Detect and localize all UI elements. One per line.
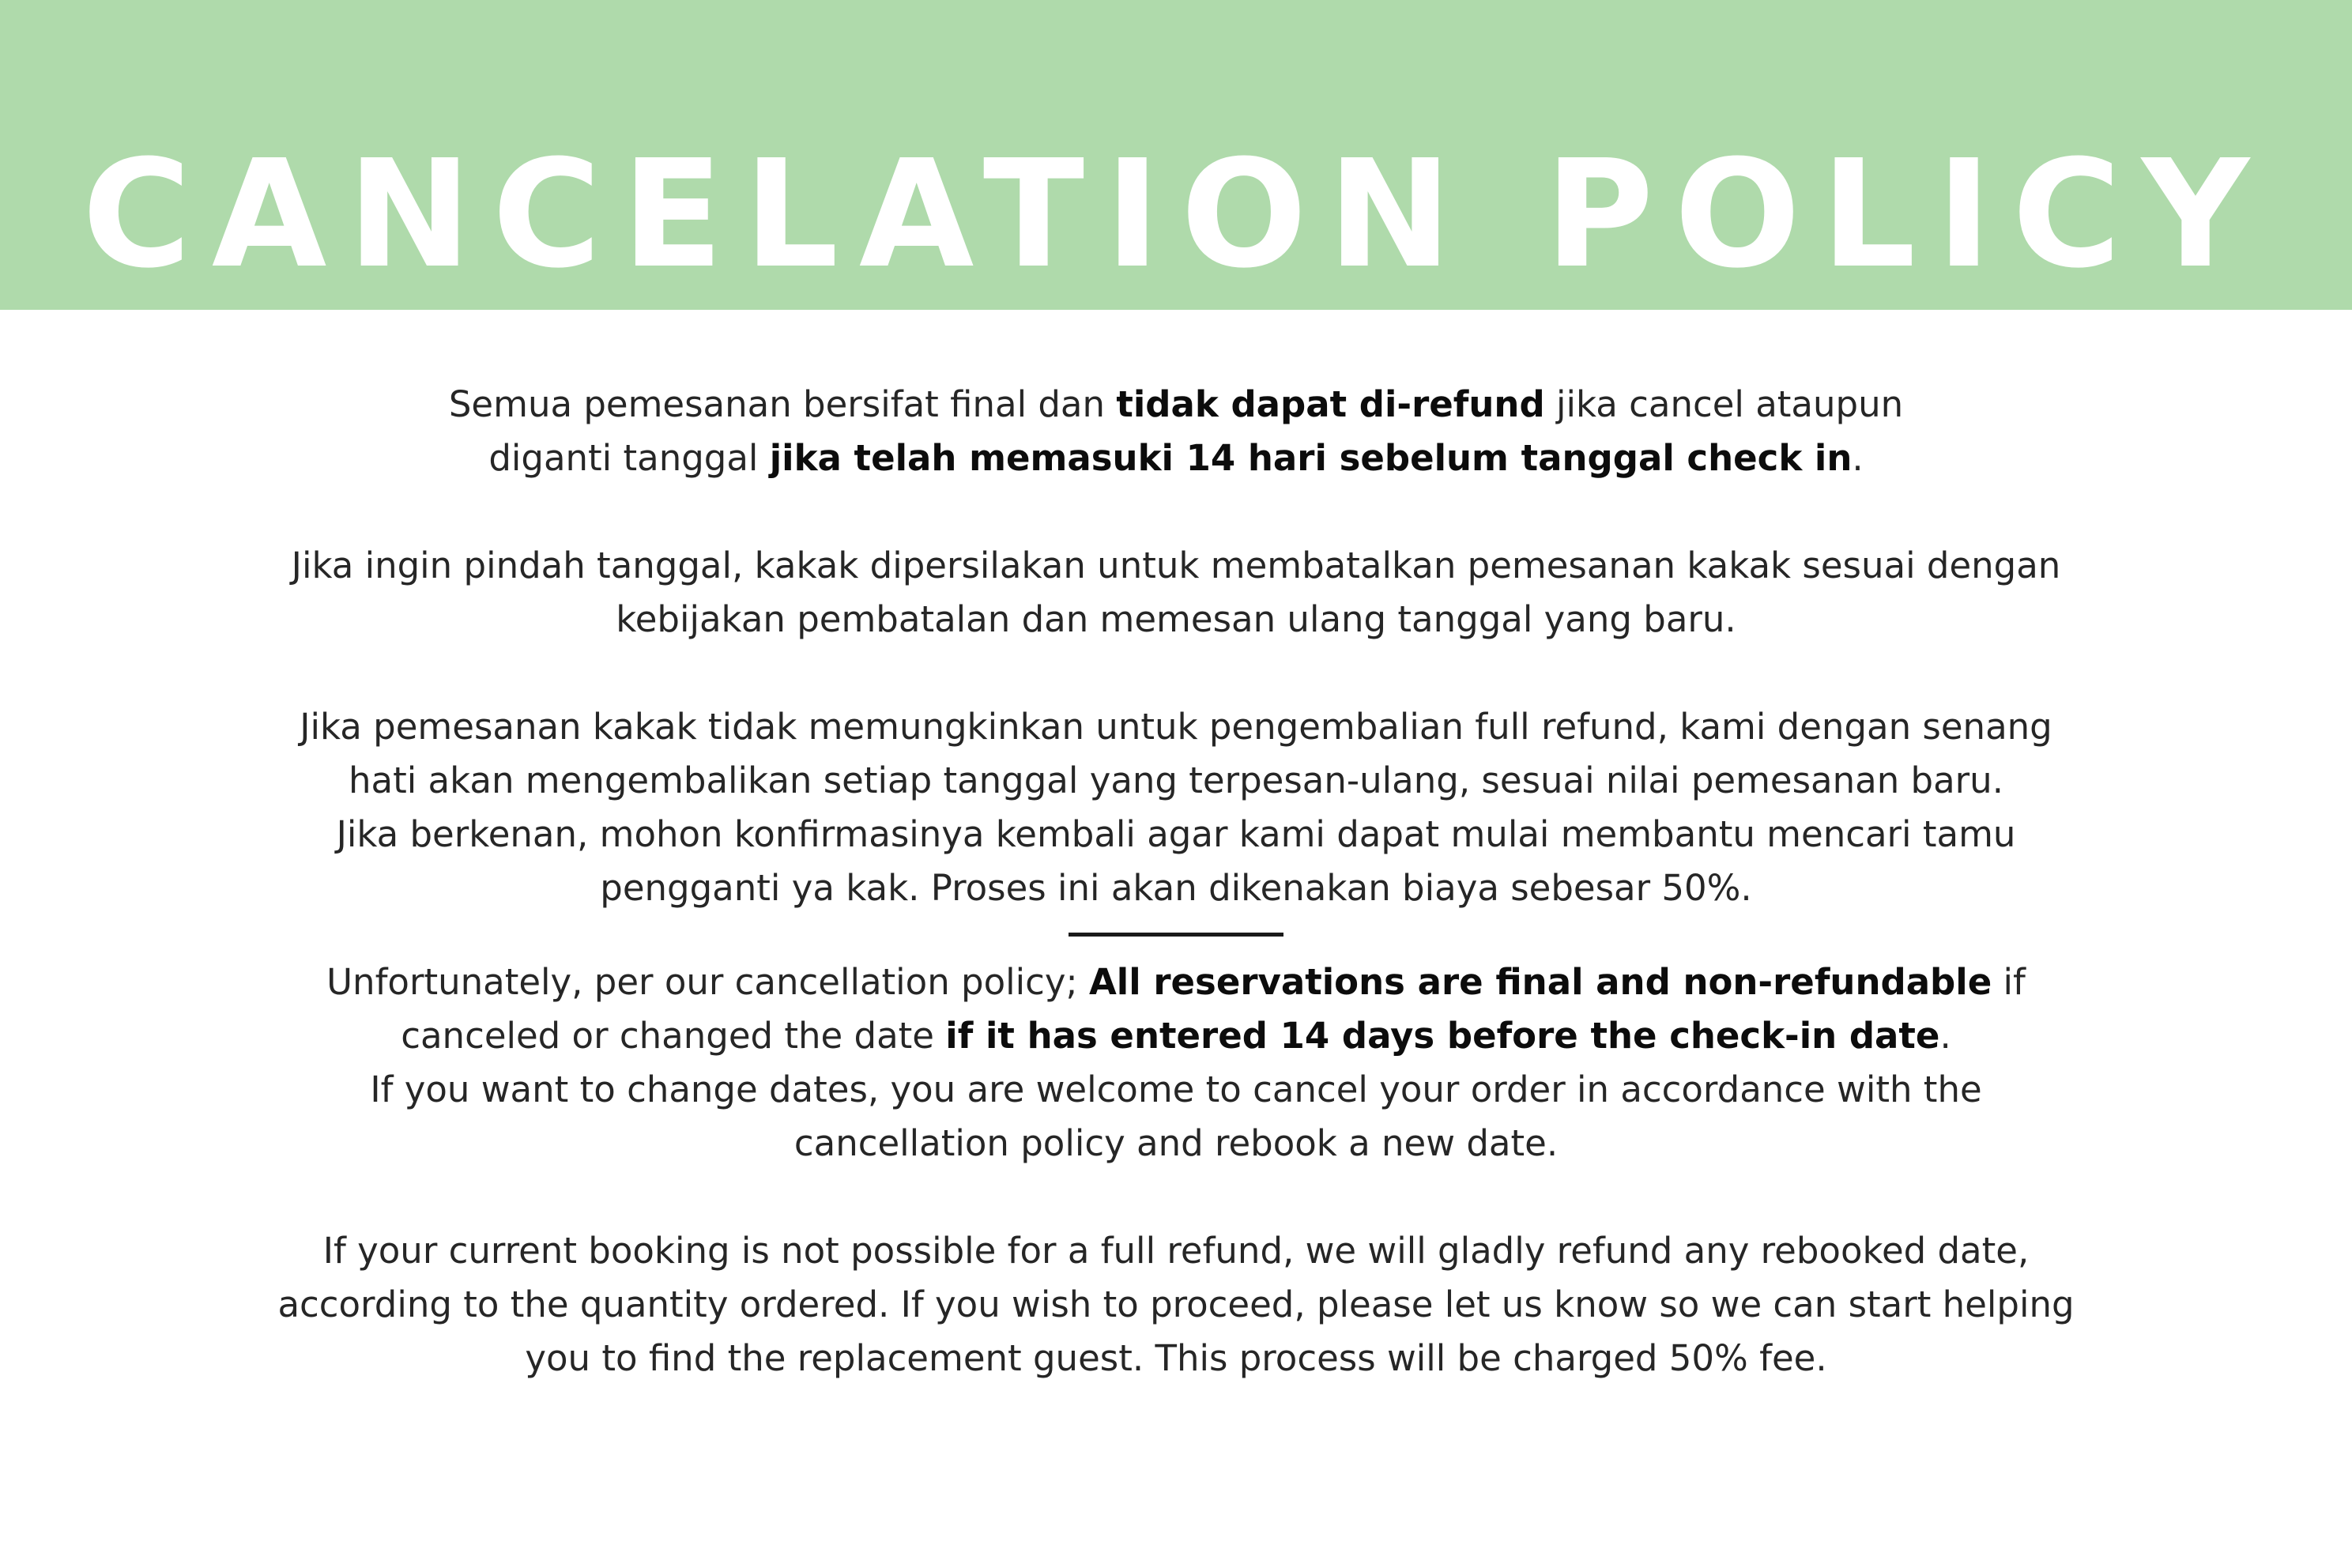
text-line: according to the quantity ordered. If you wish to proceed, please let us know so we can start helping bbox=[277, 1283, 2075, 1325]
text-line: you to find the replacement guest. This process will be charged 50% fee. bbox=[525, 1337, 1827, 1379]
text-line: diganti tanggal jika telah memasuki 14 hari sebelum tanggal check in. bbox=[488, 437, 1864, 479]
policy-paragraph-id-1 bbox=[237, 378, 2115, 485]
text-line: kebijakan pembatalan dan memesan ulang tanggal yang baru. bbox=[616, 598, 1736, 640]
policy-content bbox=[237, 378, 2115, 1385]
policy-paragraph-id-3 bbox=[237, 700, 2115, 915]
emphasis-text: All reservations are final and non-refundable bbox=[1088, 961, 1992, 1003]
emphasis-text: if it has entered 14 days before the check-in date bbox=[945, 1015, 1940, 1057]
text-line: cancellation policy and rebook a new date. bbox=[793, 1122, 1559, 1164]
text-line: Unfortunately, per our cancellation policy; All reservations are final and non-refundable if bbox=[326, 961, 2026, 1003]
text-line: canceled or changed the date if it has entered 14 days before the check-in date. bbox=[401, 1015, 1951, 1057]
text-line: pengganti ya kak. Proses ini akan dikenakan biaya sebesar 50%. bbox=[600, 867, 1752, 909]
emphasis-text: tidak dapat di-refund bbox=[1116, 383, 1545, 425]
text-line: Jika ingin pindah tanggal, kakak dipersilakan untuk membatalkan pemesanan kakak sesuai dengan bbox=[291, 545, 2061, 586]
text-line: If your current booking is not possible for a full refund, we will gladly refund any rebooked date, bbox=[322, 1230, 2030, 1272]
emphasis-text: jika telah memasuki 14 hari sebelum tanggal check in bbox=[769, 437, 1853, 479]
language-divider bbox=[1069, 933, 1283, 937]
policy-paragraph-en-2 bbox=[237, 1224, 2115, 1385]
text-line: Jika pemesanan kakak tidak memungkinkan untuk pengembalian full refund, kami dengan senang bbox=[300, 706, 2052, 748]
text-line: If you want to change dates, you are welcome to cancel your order in accordance with the bbox=[370, 1069, 1982, 1110]
page-title: CANCELATION POLICY bbox=[81, 128, 2271, 301]
text-line: hati akan mengembalikan setiap tanggal yang terpesan-ulang, sesuai nilai pemesanan baru. bbox=[348, 760, 2004, 801]
text-line: Semua pemesanan bersifat final dan tidak dapat di-refund jika cancel ataupun bbox=[448, 383, 1904, 425]
title-banner bbox=[0, 0, 2352, 310]
policy-paragraph-en-1 bbox=[237, 956, 2115, 1170]
text-line: Jika berkenan, mohon konfirmasinya kembali agar kami dapat mulai membantu mencari tamu bbox=[336, 813, 2016, 855]
policy-paragraph-id-2 bbox=[237, 539, 2115, 646]
